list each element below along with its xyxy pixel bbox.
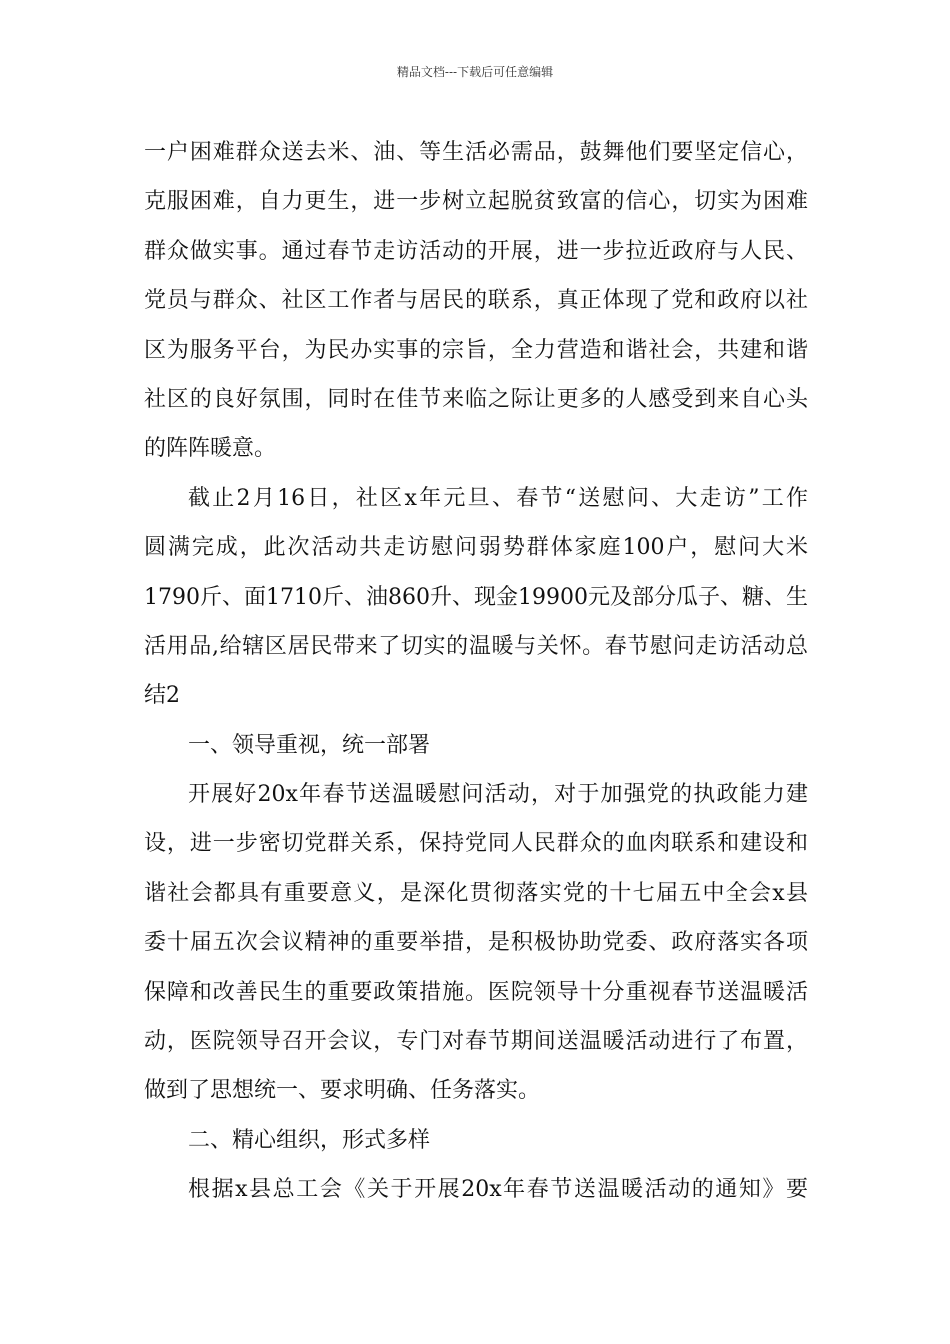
text-line: 做到了思想统一、要求明确、任务落实。 — [144, 1078, 541, 1104]
text-line: 1790斤、面1710斤、油860升、现金19900元及部分瓜子、糖、生 — [144, 584, 808, 610]
document-body — [144, 128, 808, 1215]
section-heading: 二、精心组织，形式多样 — [188, 1127, 431, 1153]
text-line: 设，进一步密切党群关系，保持党同人民群众的血肉联系和建设和 — [144, 831, 808, 857]
section-heading: 一、领导重视，统一部署 — [188, 732, 431, 758]
text-line: 党员与群众、社区工作者与居民的联系，真正体现了党和政府以社 — [144, 288, 808, 314]
text-line: 活用品,给辖区居民带来了切实的温暖与关怀。春节慰问走访活动总 — [144, 633, 808, 659]
text-line: 圆满完成，此次活动共走访慰问弱势群体家庭100户，慰问大米 — [144, 535, 808, 561]
text-line: 结2 — [144, 683, 180, 709]
text-line: 克服困难，自力更生，进一步树立起脱贫致富的信心，切实为困难 — [144, 189, 808, 215]
paragraph-start-line: 开展好20x年春节送温暖慰问活动，对于加强党的执政能力建 — [188, 782, 808, 808]
text-line: 的阵阵暖意。 — [144, 436, 277, 462]
text-line: 区为服务平台，为民办实事的宗旨，全力营造和谐社会，共建和谐 — [144, 337, 808, 363]
text-line: 一户困难群众送去米、油、等生活必需品，鼓舞他们要坚定信心， — [144, 140, 808, 165]
text-line: 谐社会都具有重要意义，是深化贯彻落实党的十七届五中全会x县 — [144, 880, 808, 906]
text-line: 委十届五次会议精神的重要举措，是积极协助党委、政府落实各项 — [144, 930, 808, 956]
page-header: 精品文档---下载后可任意编辑 — [396, 65, 554, 79]
text-line: 动，医院领导召开会议，专门对春节期间送温暖活动进行了布置， — [144, 1029, 808, 1055]
text-line: 群众做实事。通过春节走访活动的开展，进一步拉近政府与人民、 — [144, 238, 808, 264]
text-line: 社区的良好氛围，同时在佳节来临之际让更多的人感受到来自心头 — [144, 386, 808, 412]
paragraph-start-line: 截止2月16日，社区x年元旦、春节“送慰问、大走访”工作 — [188, 485, 808, 511]
text-line: 保障和改善民生的重要政策措施。医院领导十分重视春节送温暖活 — [144, 979, 808, 1005]
paragraph-start-line: 根据x县总工会《关于开展20x年春节送温暖活动的通知》要 — [188, 1177, 808, 1203]
